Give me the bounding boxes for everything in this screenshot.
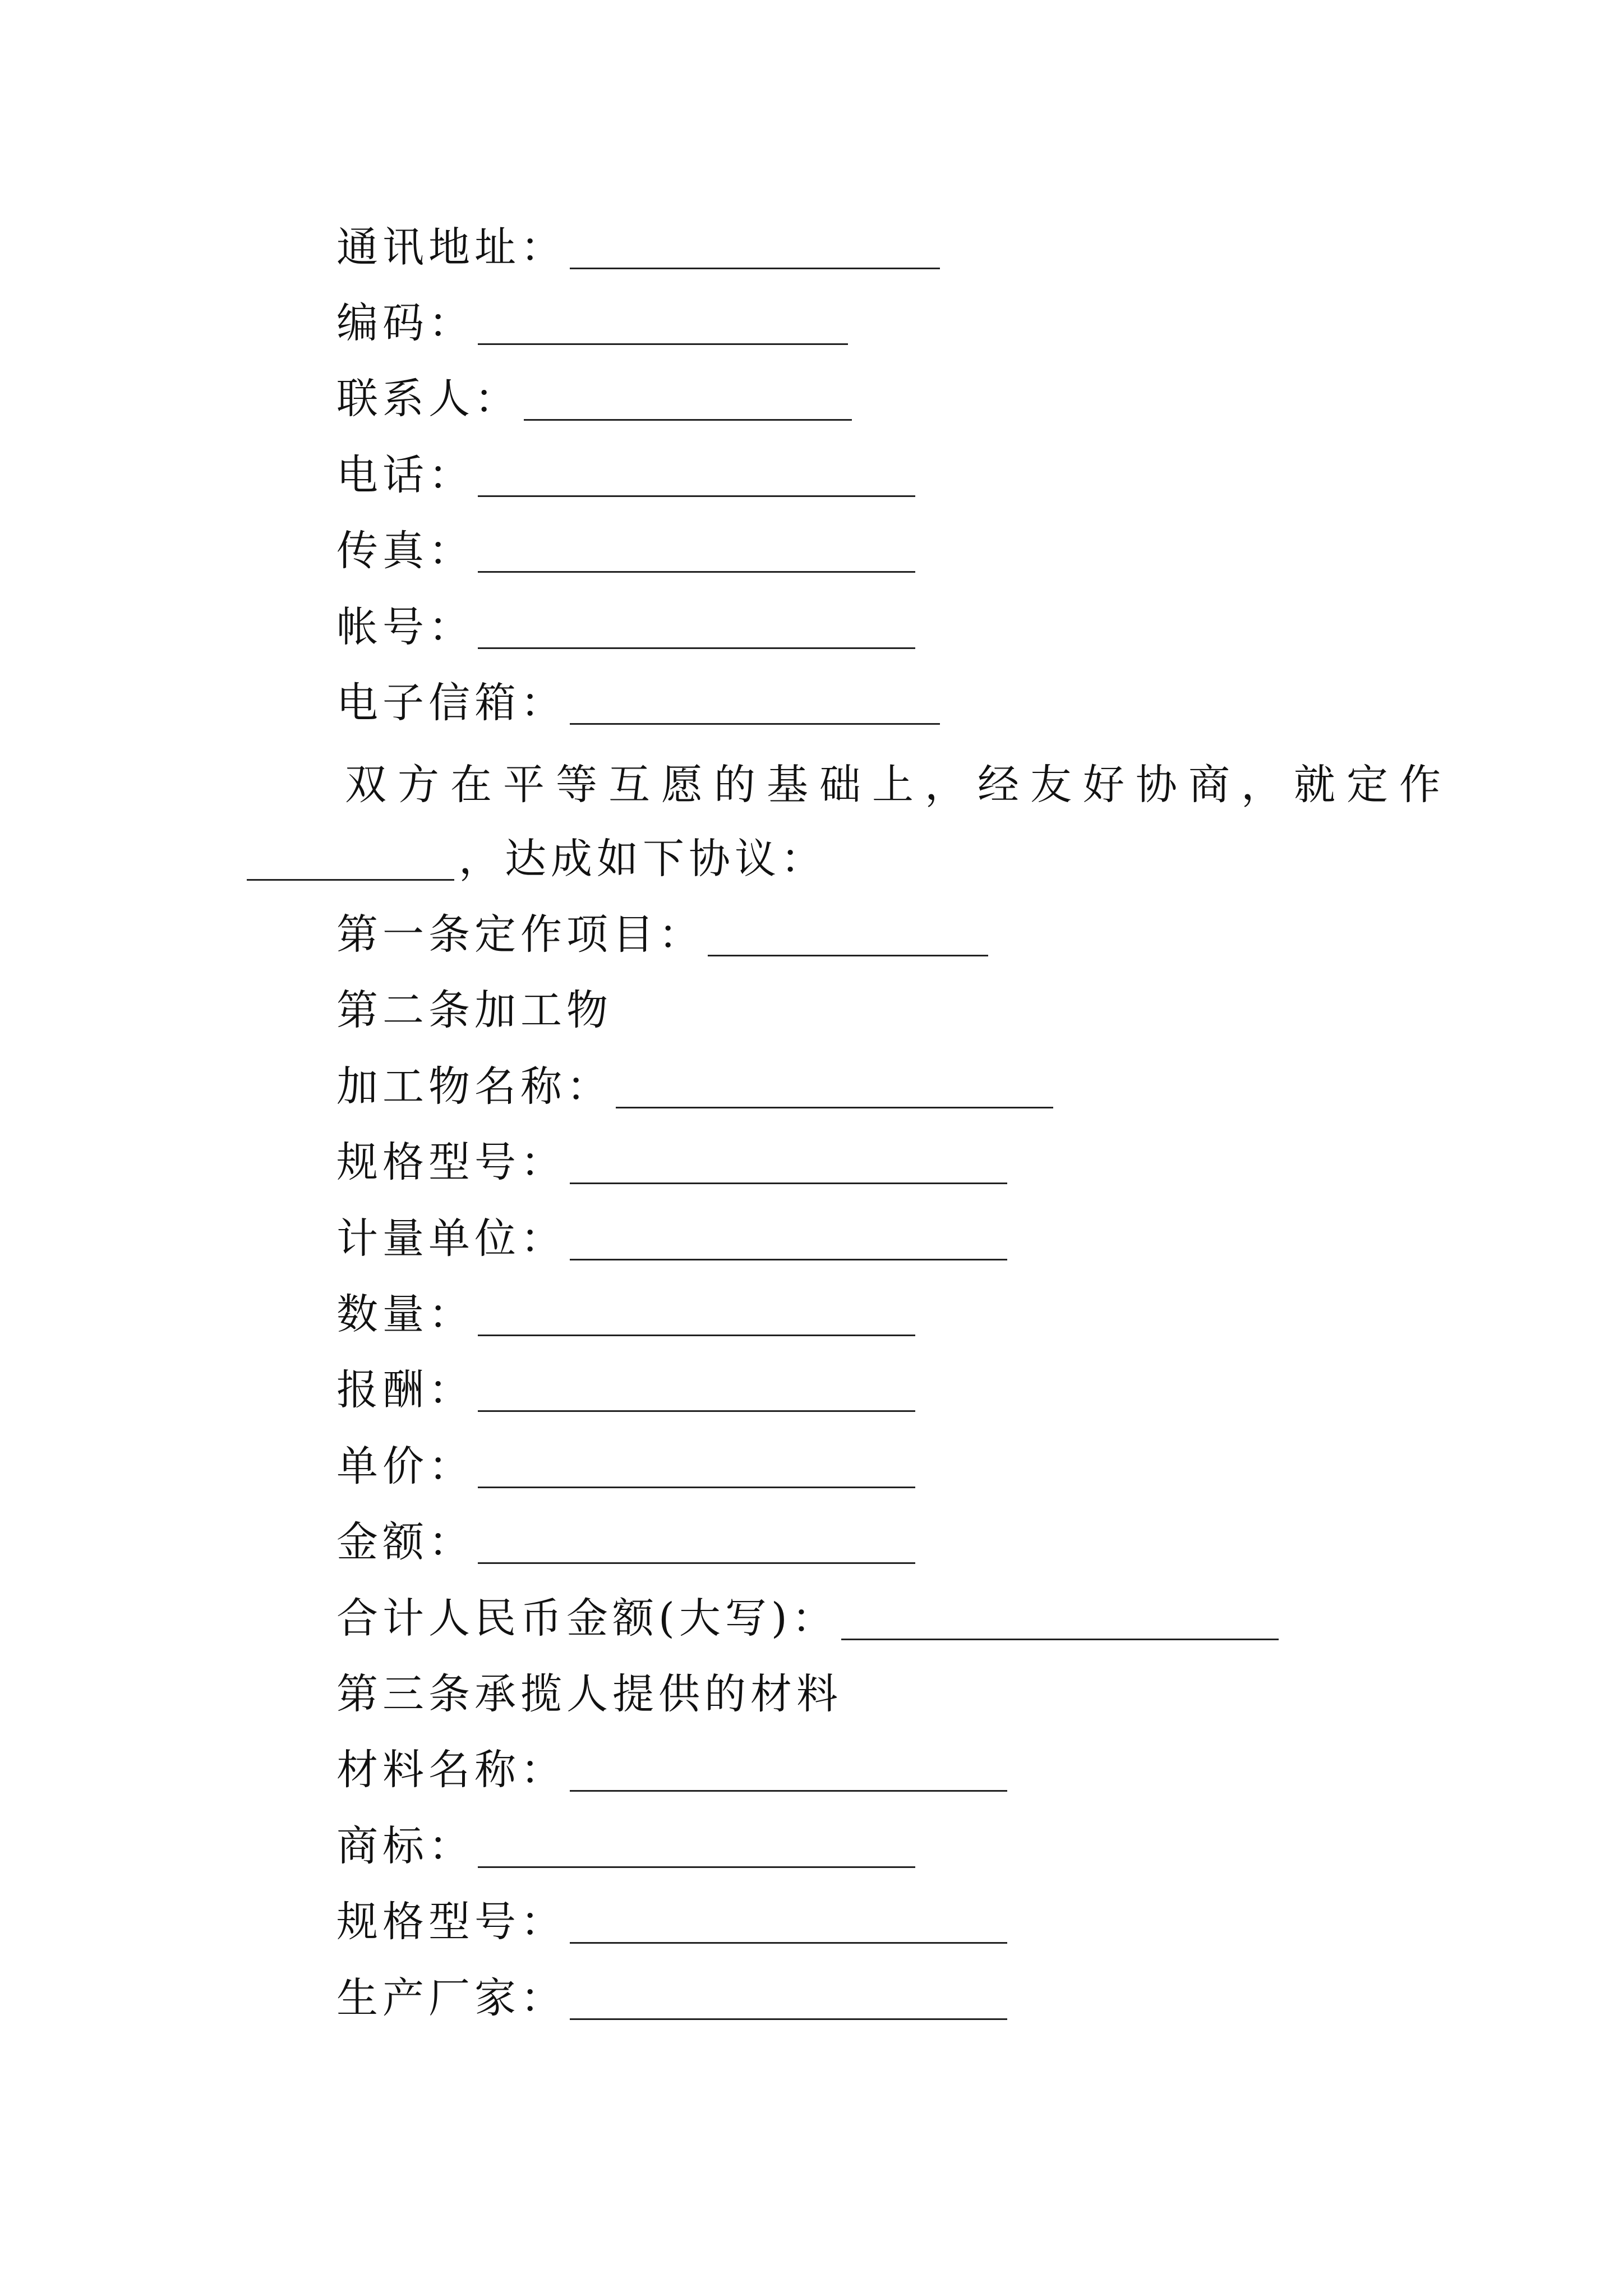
unit-row xyxy=(336,1204,1007,1266)
email-label: 电子信箱： xyxy=(336,679,566,727)
code-label: 编码： xyxy=(336,299,474,347)
amount-field[interactable] xyxy=(478,1530,915,1564)
unit-label: 计量单位： xyxy=(336,1214,566,1263)
fax-label: 传真： xyxy=(336,527,474,575)
code-row xyxy=(336,289,848,351)
unit-field[interactable] xyxy=(570,1226,1007,1260)
material-spec-label: 规格型号： xyxy=(336,1898,566,1946)
brand-field[interactable] xyxy=(478,1834,915,1868)
material-name-field[interactable] xyxy=(570,1757,1007,1792)
article1-field[interactable] xyxy=(708,922,988,956)
manufacturer-label: 生产厂家： xyxy=(336,1974,566,2022)
item-spec-field[interactable] xyxy=(570,1150,1007,1184)
article2-heading xyxy=(336,976,612,1038)
total-row xyxy=(336,1584,1279,1646)
address-field[interactable] xyxy=(570,235,940,269)
unit-price-label: 单价： xyxy=(336,1442,474,1490)
article3-heading xyxy=(336,1660,842,1722)
project-blank-field[interactable] xyxy=(247,846,454,881)
amount-row xyxy=(336,1508,915,1570)
total-label: 合计人民币金额(大写)： xyxy=(336,1594,838,1642)
quantity-row xyxy=(336,1280,915,1342)
article2-heading-text: 第二条加工物 xyxy=(336,986,612,1034)
address-row xyxy=(336,213,940,275)
fax-field[interactable] xyxy=(478,539,915,573)
contact-person-row xyxy=(336,365,852,426)
fax-row xyxy=(336,517,915,578)
material-name-label: 材料名称： xyxy=(336,1746,566,1794)
phone-label: 电话： xyxy=(336,451,474,499)
total-field[interactable] xyxy=(841,1606,1279,1640)
remuneration-label: 报酬： xyxy=(336,1366,474,1414)
manufacturer-field[interactable] xyxy=(570,1986,1007,2020)
article1-label: 第一条定作项目： xyxy=(336,910,704,959)
item-name-row xyxy=(336,1052,1053,1114)
brand-label: 商标： xyxy=(336,1822,474,1870)
contact-person-field[interactable] xyxy=(524,386,852,421)
contact-person-label: 联系人： xyxy=(336,375,520,423)
intro-line-2 xyxy=(247,825,827,886)
code-field[interactable] xyxy=(478,311,848,345)
material-spec-field[interactable] xyxy=(570,1910,1007,1944)
remuneration-field[interactable] xyxy=(478,1378,915,1412)
remuneration-row xyxy=(336,1356,915,1418)
unit-price-field[interactable] xyxy=(478,1454,915,1488)
phone-field[interactable] xyxy=(478,463,915,497)
brand-row xyxy=(336,1812,915,1874)
item-spec-row xyxy=(336,1128,1007,1190)
intro-line-1: 双方在平等互愿的基础上，经友好协商，就定作 xyxy=(345,761,1452,809)
unit-price-row xyxy=(336,1432,915,1494)
manufacturer-row xyxy=(336,1964,1007,2026)
amount-label: 金额： xyxy=(336,1518,474,1566)
article1-row xyxy=(336,900,988,962)
quantity-field[interactable] xyxy=(478,1302,915,1336)
account-label: 帐号： xyxy=(336,603,474,651)
intro-line-2-text: ，达成如下协议： xyxy=(459,835,827,883)
email-field[interactable] xyxy=(570,691,940,725)
material-spec-row xyxy=(336,1888,1007,1949)
item-name-label: 加工物名称： xyxy=(336,1062,612,1111)
email-row xyxy=(336,669,940,730)
address-label: 通讯地址： xyxy=(336,223,566,272)
quantity-label: 数量： xyxy=(336,1290,474,1338)
material-name-row xyxy=(336,1736,1007,1797)
article3-heading-text: 第三条承揽人提供的材料 xyxy=(336,1670,842,1718)
item-spec-label: 规格型号： xyxy=(336,1138,566,1186)
phone-row xyxy=(336,441,915,503)
account-field[interactable] xyxy=(478,615,915,649)
item-name-field[interactable] xyxy=(616,1074,1053,1108)
account-row xyxy=(336,593,915,655)
